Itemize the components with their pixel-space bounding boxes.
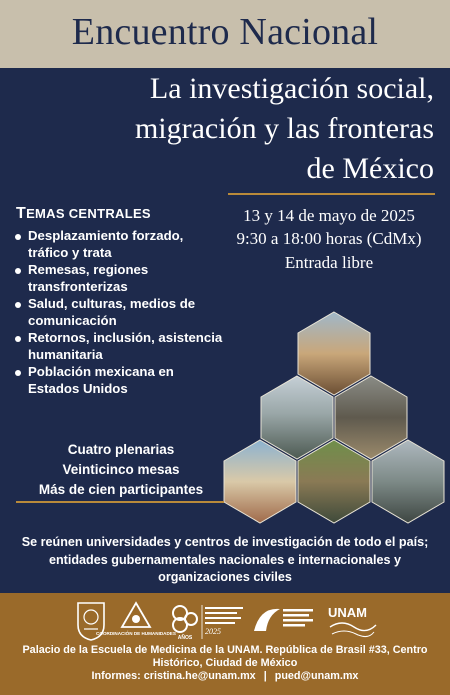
topic-text: Remesas, regiones transfronterizas [28, 262, 149, 294]
topic-text: Salud, culturas, medios de comunicación [28, 296, 196, 328]
main-panel [0, 68, 450, 593]
footer-band [0, 593, 450, 695]
subtitle-line-1: La investigación social, [149, 72, 434, 105]
contact-line [10, 670, 440, 682]
stats-divider [16, 501, 224, 503]
topics-heading-rest: EMAS CENTRALES [26, 206, 151, 221]
pued-icon [254, 609, 313, 631]
stat-plenaries: Cuatro plenarias [67, 442, 175, 457]
topic-item [14, 228, 224, 261]
event-entry: Entrada libre [284, 253, 374, 272]
bullet-icon [15, 336, 21, 342]
topics-list [14, 228, 224, 398]
topic-item [14, 330, 224, 363]
topics-heading [16, 205, 151, 223]
bullet-icon [15, 302, 21, 308]
stat-tables: Veinticinco mesas [62, 462, 180, 477]
event-date: 13 y 14 de mayo de 2025 [243, 206, 415, 225]
topic-item [14, 296, 224, 329]
topic-item [14, 364, 224, 397]
bullet-icon [15, 370, 21, 376]
logo-caption: COORDINACIÓN DE HUMANIDADES [96, 631, 176, 636]
topic-text: Desplazamiento forzado, tráfico y trata [28, 228, 184, 260]
event-title: Encuentro Nacional [71, 11, 379, 53]
bullet-icon [15, 234, 21, 240]
stats-block [16, 440, 226, 500]
topic-text: Población mexicana en Estados Unidos [28, 364, 174, 396]
photo-hexagon-collage [222, 310, 447, 530]
venue-address: Palacio de la Escuela de Medicina de la UNAM. República de Brasil #33, Centro Histórico, Ciudad de México [22, 644, 428, 669]
unam-wordmark-icon [328, 605, 376, 637]
bullet-icon [15, 268, 21, 274]
topic-text: Retornos, inclusión, asistencia humanitaria [28, 330, 223, 362]
subtitle-line-3: de México [306, 152, 434, 185]
divider-rule [228, 193, 435, 195]
email-link-2[interactable]: pued@unam.mx [274, 670, 359, 682]
logo-caption: AÑOS [177, 635, 193, 641]
topics-heading-initial: T [16, 205, 27, 222]
email-separator: | [263, 670, 267, 682]
event-hours: 9:30 a 18:00 horas (CdMx) [236, 229, 422, 248]
ochenta-anos-icon [173, 606, 197, 632]
contact-label: Informes: [91, 670, 141, 682]
svg-text:2025: 2025 [205, 627, 221, 636]
participants-description: Se reúnen universidades y centros de investigación de todo el país; entidades gubernamentales nacionales e internacionales y organizaciones civiles [21, 535, 429, 584]
sponsor-logos [74, 601, 379, 641]
coordinacion-humanidades-icon [122, 603, 150, 627]
logo-caption: UNAM [328, 605, 367, 620]
topic-item [14, 262, 224, 295]
stat-participants: Más de cien participantes [38, 482, 204, 497]
email-link-1[interactable]: cristina.he@unam.mx [143, 670, 256, 682]
subtitle-line-2: migración y las fronteras [134, 112, 434, 145]
consejo-tecnico-icon [202, 605, 243, 639]
header-band [0, 0, 450, 68]
